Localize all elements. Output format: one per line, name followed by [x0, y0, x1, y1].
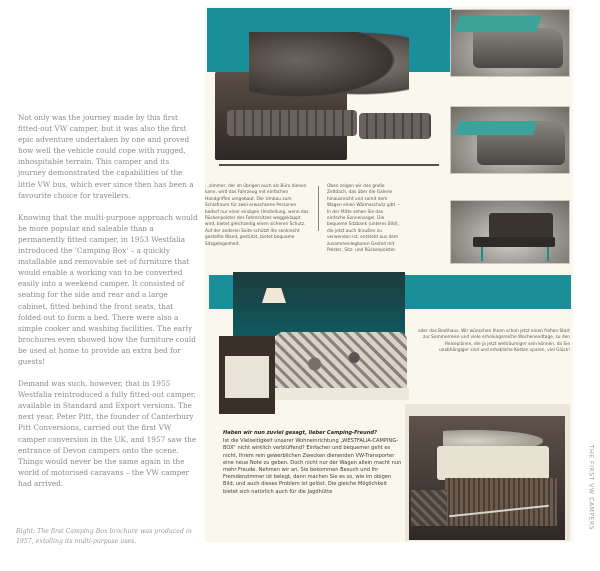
- awning: [454, 16, 541, 32]
- bed: [437, 446, 549, 480]
- van-interior-bed-photo: [405, 404, 570, 541]
- bench-photo: [450, 200, 570, 264]
- brochure-heading: Haben wir nun zuviel gesagt, lieber Camping-Freund?: [223, 430, 377, 436]
- floor-mat: [411, 490, 447, 526]
- paragraph-3: Demand was such, however, that in 1955 Westfalia reintroduced a fully fitted-out camper, available in Standard and Export versions. The next year, Peter Pitt, the founder of Canterbury Pitt Conversions, carried out the first VW camper conversion in the UK, and 1957 saw the entrance of Devon campers onto the scene. Things would never be the same again in the world of motorised caravans – the VW camper had arrived.: [18, 379, 197, 488]
- towel: [225, 356, 269, 398]
- brochure-caption-top-right: Oben zeigen wir das große Zeltdach, das über die Galerie hinausreicht und somit dem Wagen einen Wärmeschutz gibt. – In der Mitte sehen Sie das einfache Sonnensegel. Die bequeme Sitzbank (unteres Bild), die jetzt auch draußen zu verwenden ist, entsteht aus dem zusammenlegbaren Gestell mit Polster, Sitz- und Rückenpolster.: [327, 184, 401, 254]
- brochure-caption-middle-right: oder das Boothaus. Wir wünschen Ihnen schon jetzt einen frohen Start zur Sommerreise und viele erholungsreiche Wochenendtage, zu den Reiseplänen, die ja jetzt weiträumiger sein können, da Sie unabhängiger sind und erhebliche Kosten sparen, viel Glück!: [418, 329, 570, 354]
- body-text-column: [18, 112, 198, 500]
- brochure-page: [205, 6, 573, 542]
- awning: [455, 121, 536, 135]
- family-figures: [249, 32, 409, 102]
- cushion: [227, 110, 357, 136]
- brochure-caption-bottom-left: [223, 430, 403, 496]
- running-header-text: THE FIRST VW CAMPERS: [587, 444, 595, 531]
- bench-seat: [473, 237, 555, 247]
- bench-leg: [547, 247, 549, 261]
- bench-legs: [219, 136, 439, 166]
- forest-backdrop: [233, 272, 405, 336]
- column-divider: [318, 186, 319, 231]
- van-awning-photo-2: [450, 106, 570, 174]
- paragraph-2: Knowing that the multi-purpose approach would be more popular and saleable than a permanently fitted camper, in 1953 Westfalia introduced the 'Camping Box' – a quickly installable and removable set of furniture that would enable a working van to be converted easily into a weekend camper. It consisted of seating for the side and rear and a large cabinet, fitted behind the front seats, that folded out to form a bed. There were also a simple cooker and washing facilities. The early brochures even showed how the furniture could be used at home to provide an extra bed for guests!: [18, 212, 198, 366]
- bench-leg: [481, 247, 483, 261]
- running-header: [585, 440, 597, 540]
- bench-backrest: [489, 213, 553, 239]
- brochure-body: Ist die Vielseitigkeit unserer Wohneinrichtung „WESTFALIA-CAMPING-BOX“ nicht wirklich verblüffend? Einfacher und bequemer geht es nicht, Ihrem rein gewerblichen Zwecken dienenden VW-Transporter eine neue Note zu geben. Doch nicht nur der Wagen allein macht nun mehr Freude. Nehmen wir an, Sie bekommen Besuch und Ihr Fremdenzimmer ist belegt, dann machen Sie es so, wie im obigen Bild, und auch dieses Problem ist gelöst. Die gleiche Möglichkeit bietet sich natürlich auch für die Jagdhütte: [223, 438, 402, 495]
- quilt: [275, 332, 407, 396]
- guest-bed-photo: [209, 270, 409, 416]
- brochure-caption-top-left: ...zimmer, der im übrigen auch als Büro dienen kann, wird das Fahrzeug mit einfachen Handgriffen umgebaut. Der Umbau zum Schlafraum für zwei erwachsene Personen bedarf nur einer einzigen Umstellung, wenn das Rückenpolster des Fahrersitzes weggeklappt wird, bietet gleichzeitig einen sicheren Schutz. Auf der anderen Seite schützt die senkrecht gestellte Wand, gestützt, bietet bequeme Sitzgelegenheit.: [205, 184, 309, 247]
- van-awning-photo-1: [450, 9, 570, 77]
- camping-box: [445, 478, 557, 526]
- mattress: [275, 388, 409, 400]
- van-body: [473, 28, 563, 68]
- figure-caption: Right: The first Camping Box brochure was produced in 1957, extolling its multi-purpose uses.: [16, 528, 192, 545]
- family-sofa-photo: [209, 18, 449, 168]
- paragraph-1: Not only was the journey made by this first fitted-out VW camper, but it was also the first epic adventure undertaken by one and proved how well the vehicle could cope with rugged, inhospitable terrain. This camper and its journey demonstrated the capabilities of the little VW bus, which ever since then has been a favourite choice for travellers.: [18, 113, 194, 200]
